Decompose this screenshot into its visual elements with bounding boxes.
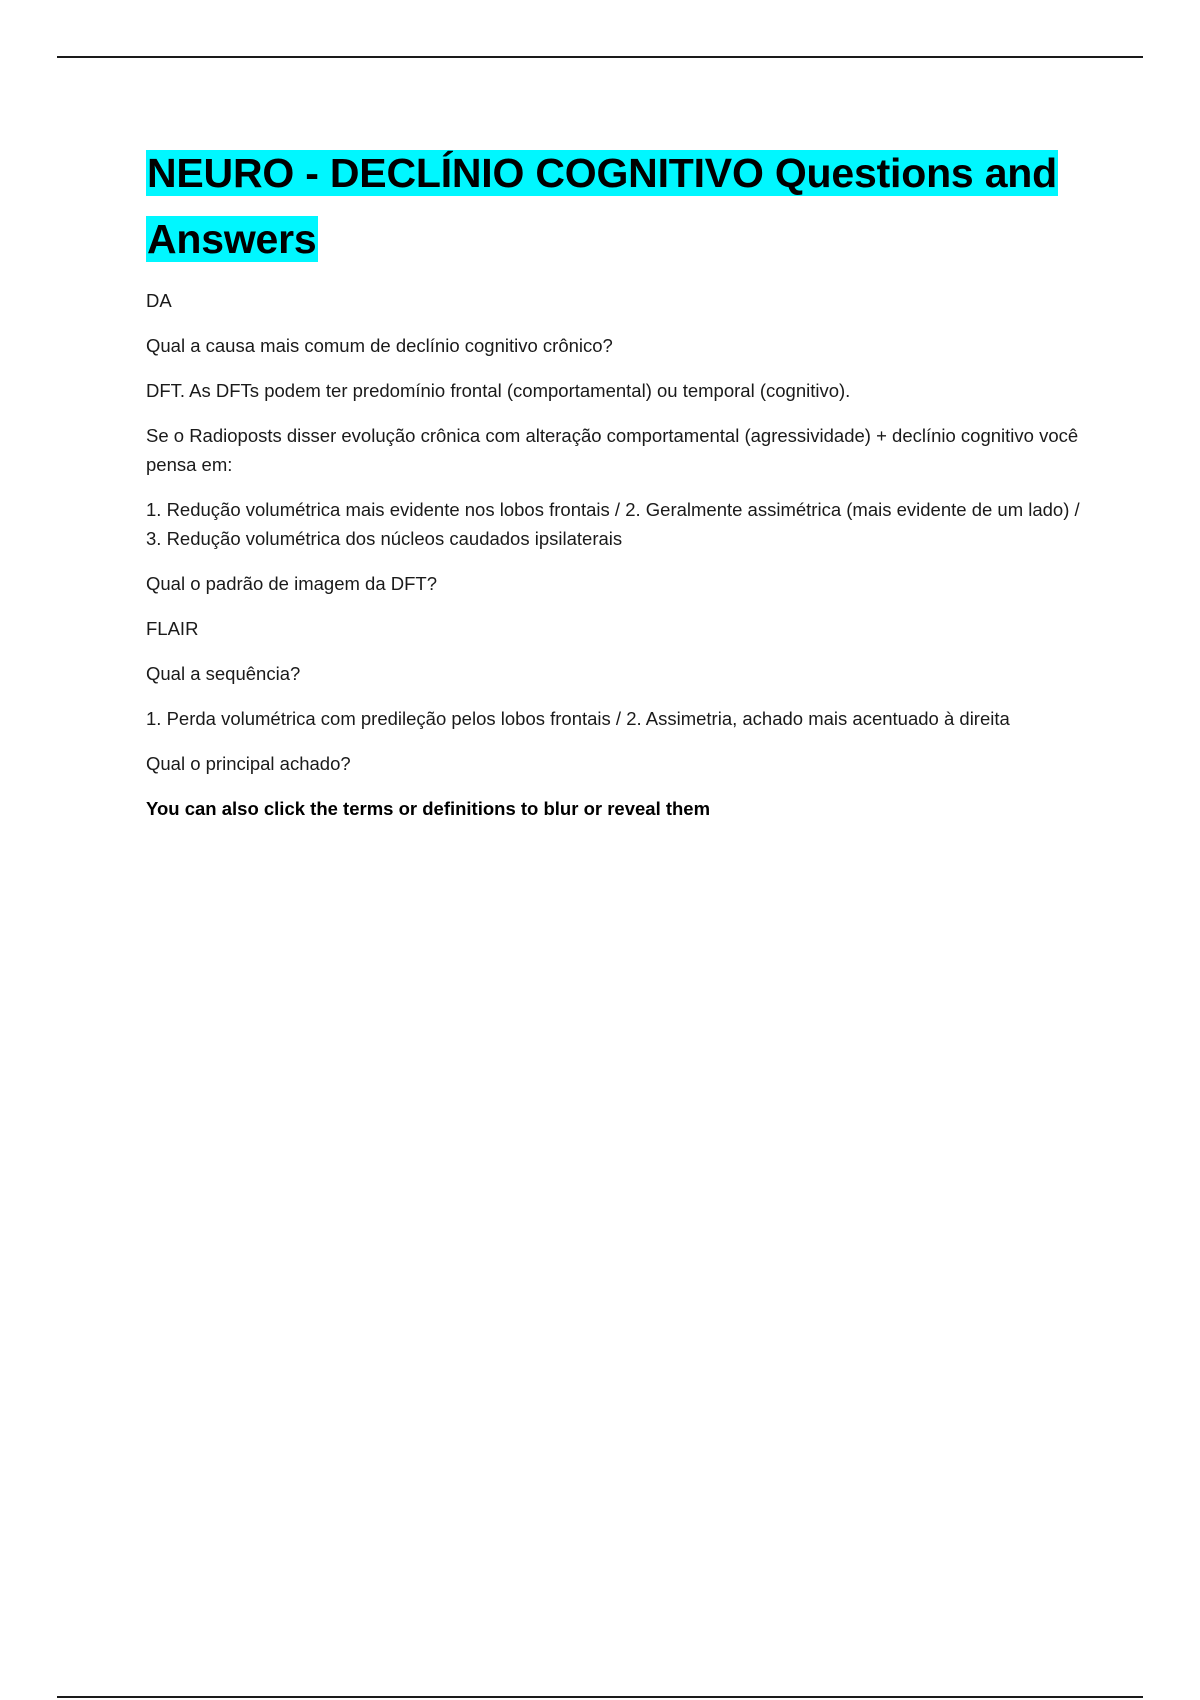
footer-note: You can also click the terms or definitions to blur or reveal them (146, 798, 711, 819)
title-highlight: NEURO - DECLÍNIO COGNITIVO Questions and Answers (147, 150, 1057, 262)
answer-text: FLAIR (146, 618, 199, 639)
answer-text: DA (146, 290, 172, 311)
answer-text: 1. Perda volumétrica com predileção pelos lobos frontais / 2. Assimetria, achado mais acentuado à direita (146, 708, 1010, 729)
question-text: Se o Radioposts disser evolução crônica com alteração comportamental (agressividade) + declínio cognitivo você pensa em: (146, 425, 1079, 475)
answer-text: 1. Redução volumétrica mais evidente nos lobos frontais / 2. Geralmente assimétrica (mais evidente de um lado) / 3. Redução volumétrica dos núcleos caudados ipsilaterais (146, 499, 1080, 549)
document-body (146, 140, 1086, 839)
header-rule (57, 56, 1143, 58)
answer-text: DFT. As DFTs podem ter predomínio frontal (comportamental) ou temporal (cognitivo). (146, 380, 851, 401)
question-text: Qual o padrão de imagem da DFT? (146, 573, 438, 594)
question-text: Qual a causa mais comum de declínio cognitivo crônico? (146, 335, 613, 356)
footer-rule (57, 1696, 1143, 1698)
question-text: Qual a sequência? (146, 663, 301, 684)
document-title (146, 140, 1086, 272)
question-text: Qual o principal achado? (146, 753, 351, 774)
